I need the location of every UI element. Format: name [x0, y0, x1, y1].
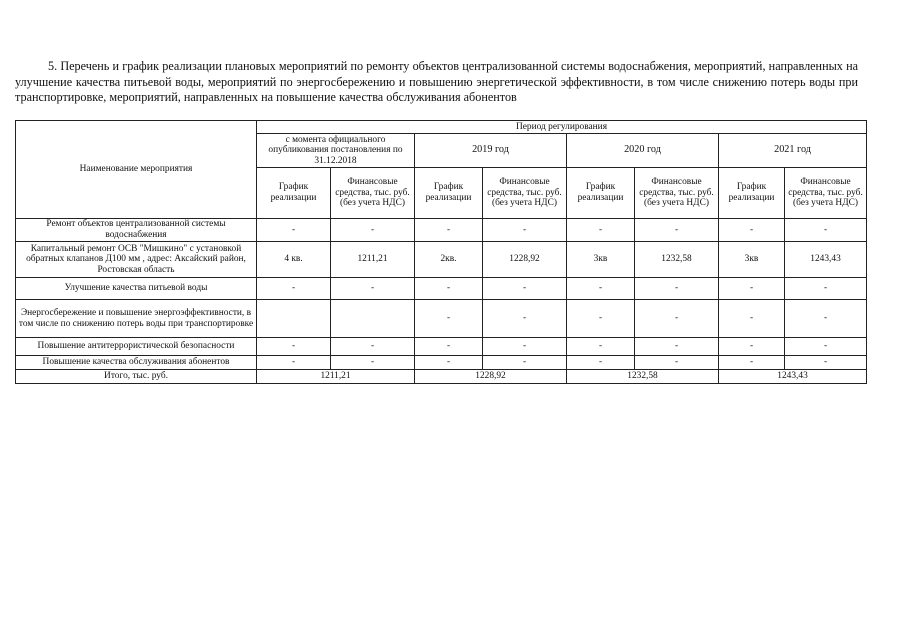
cell: -	[257, 338, 331, 356]
cell: -	[785, 356, 867, 370]
cell: 3кв	[567, 242, 635, 278]
cell: -	[785, 300, 867, 338]
row-name: Повышение качества обслуживания абонентов	[16, 356, 257, 370]
section-heading: 5. Перечень и график реализации плановых мероприятий по ремонту объектов централизованной системы водоснабжения, мероприятий, направленных на улучшение качества питьевой воды, мероприятий по энергосбережению и повышению энергетической эффективности, в том числе снижению потерь воды при транспортировке, мероприятий, направленных на повышение качества обслуживания абонентов	[15, 59, 858, 105]
schedule-table	[15, 120, 867, 384]
total-label: Итого, тыс. руб.	[16, 370, 257, 384]
subheader-schedule: График реализации	[567, 168, 635, 219]
cell: 3кв	[719, 242, 785, 278]
row-name: Энергосбережение и повышение энергоэффективности, в том числе по снижению потерь воды при транспортировке	[16, 300, 257, 338]
cell: 1243,43	[785, 242, 867, 278]
total-value: 1232,58	[567, 370, 719, 384]
cell	[331, 300, 415, 338]
subheader-funds: Финансовые средства, тыс. руб. (без учета НДС)	[785, 168, 867, 219]
cell: 1232,58	[635, 242, 719, 278]
cell	[257, 300, 331, 338]
cell: 1211,21	[331, 242, 415, 278]
cell: -	[785, 278, 867, 300]
row-name: Повышение антитеррористической безопасности	[16, 338, 257, 356]
period-label: с момента официального опубликования постановления по 31.12.2018	[257, 134, 415, 168]
row-name: Ремонт объектов централизованной системы водоснабжения	[16, 219, 257, 242]
cell: -	[483, 219, 567, 242]
subheader-schedule: График реализации	[415, 168, 483, 219]
cell: -	[719, 356, 785, 370]
cell: -	[635, 338, 719, 356]
table-row	[16, 278, 867, 300]
row-name: Улучшение качества питьевой воды	[16, 278, 257, 300]
total-row	[16, 370, 867, 384]
total-value: 1243,43	[719, 370, 867, 384]
subheader-schedule: График реализации	[719, 168, 785, 219]
cell: -	[483, 338, 567, 356]
header-row	[16, 121, 867, 134]
cell: -	[415, 338, 483, 356]
subheader-funds: Финансовые средства, тыс. руб. (без учета НДС)	[635, 168, 719, 219]
cell: -	[635, 219, 719, 242]
cell: 2кв.	[415, 242, 483, 278]
total-value: 1211,21	[257, 370, 415, 384]
cell: -	[257, 356, 331, 370]
cell: -	[719, 300, 785, 338]
subheader-funds: Финансовые средства, тыс. руб. (без учета НДС)	[331, 168, 415, 219]
cell: -	[331, 338, 415, 356]
period-header: Период регулирования	[257, 121, 867, 134]
subheader-funds: Финансовые средства, тыс. руб. (без учета НДС)	[483, 168, 567, 219]
period-label: 2019 год	[415, 134, 567, 168]
table-row	[16, 219, 867, 242]
col-name-header: Наименование мероприятия	[16, 121, 257, 219]
cell: -	[331, 219, 415, 242]
total-value: 1228,92	[415, 370, 567, 384]
subheader-schedule: График реализации	[257, 168, 331, 219]
cell: -	[415, 219, 483, 242]
cell: -	[257, 278, 331, 300]
table-row	[16, 300, 867, 338]
cell: 4 кв.	[257, 242, 331, 278]
cell: -	[719, 278, 785, 300]
cell: -	[483, 278, 567, 300]
table-row	[16, 356, 867, 370]
cell: -	[483, 300, 567, 338]
cell: -	[331, 278, 415, 300]
cell: -	[785, 338, 867, 356]
cell: -	[567, 356, 635, 370]
cell: -	[331, 356, 415, 370]
cell: -	[635, 278, 719, 300]
cell: -	[257, 219, 331, 242]
cell: -	[719, 219, 785, 242]
cell: -	[567, 278, 635, 300]
period-label: 2021 год	[719, 134, 867, 168]
cell: -	[567, 219, 635, 242]
period-label: 2020 год	[567, 134, 719, 168]
cell: -	[635, 300, 719, 338]
table-row	[16, 338, 867, 356]
cell: -	[785, 219, 867, 242]
cell: -	[567, 300, 635, 338]
cell: 1228,92	[483, 242, 567, 278]
cell: -	[483, 356, 567, 370]
cell: -	[719, 338, 785, 356]
cell: -	[415, 356, 483, 370]
row-name: Капитальный ремонт ОСВ "Мишкино" с установкой обратных клапанов Д100 мм , адрес: Аксайский район, Ростовская область	[16, 242, 257, 278]
cell: -	[415, 300, 483, 338]
cell: -	[567, 338, 635, 356]
cell: -	[415, 278, 483, 300]
cell: -	[635, 356, 719, 370]
table-row	[16, 242, 867, 278]
